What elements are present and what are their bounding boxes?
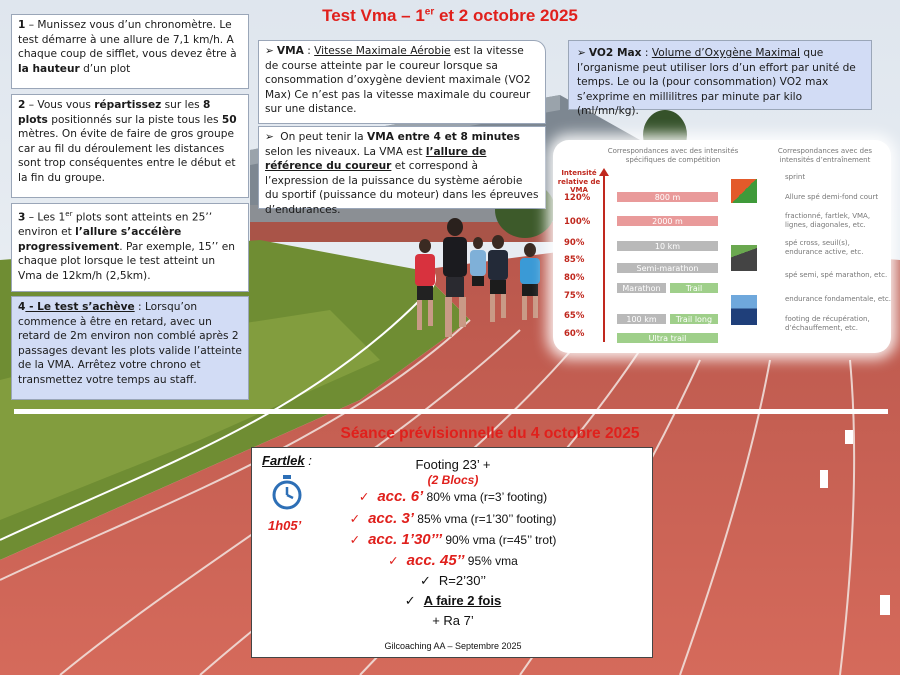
text-segment: ➢: [577, 47, 586, 59]
text-segment: et correspond à l’expression de la puissance du système aérobie du sportif (puissance du moteur) dans les épreuves d’endurances.: [265, 160, 539, 216]
race-bar-semi-marathon: Semi-marathon: [616, 262, 719, 274]
race-bar-10km: 10 km: [616, 240, 719, 252]
step-number: 2: [18, 99, 26, 111]
text-segment: d’un plot: [79, 62, 131, 75]
ra-line: + Ra 7’: [432, 613, 474, 628]
race-bar-ultra-trail: Ultra trail: [616, 332, 719, 344]
percent-label: 100%: [564, 217, 591, 227]
training-label: endurance fondamentale, etc.: [785, 295, 891, 303]
check-icon: ✓: [349, 512, 361, 526]
interval-row: [252, 488, 654, 505]
text-segment: acc. 6’: [377, 488, 424, 505]
step-number: 4: [18, 301, 26, 313]
blocs-line: (2 Blocs): [427, 473, 479, 487]
section-divider: [14, 409, 888, 414]
step-number: 3: [18, 211, 26, 224]
text-segment: et 2 octobre 2025: [434, 6, 578, 25]
text-segment: : Lorsqu’on commence à être en retard, avec un retard de 2m environ non comblé après 2 passages devant les plots valide l’atteinte de la VMA. Arrêtez votre chrono et transmettez votre temps au staff.: [18, 301, 242, 386]
interval-row: [252, 552, 654, 569]
vo2max-definition-box: [568, 40, 872, 118]
text-segment: 80% vma (r=3’ footing): [423, 490, 548, 504]
trail-pictogram-icon: [731, 295, 757, 325]
text-segment: ➢: [265, 131, 274, 143]
text-segment: selon les niveaux. La VMA est: [265, 145, 426, 158]
interval-row: [252, 531, 654, 548]
text-segment: acc. 45’’: [406, 552, 465, 569]
text-segment: er: [424, 6, 435, 18]
training-label: spé semi, spé marathon, etc.: [785, 271, 888, 279]
text-segment: plots sont atteints en 25’’ environ et: [18, 211, 213, 239]
text-segment: A faire 2 fois: [423, 593, 502, 608]
text-segment: R=2’30’’: [438, 573, 486, 588]
step-3-box: [11, 203, 249, 292]
step-1-box: [11, 14, 249, 89]
text-segment: - Le test s’achève: [25, 301, 135, 313]
text-segment: Fartlek: [262, 453, 305, 468]
percent-label: 60%: [564, 329, 585, 339]
repeat-line: [252, 593, 654, 609]
percent-label: 80%: [564, 273, 585, 283]
check-icon: ✓: [404, 593, 416, 608]
race-bar-800m: 800 m: [616, 191, 719, 203]
interval-row: [252, 510, 654, 527]
text-segment: :: [641, 47, 652, 59]
text-segment: acc. 1’30’’’: [368, 531, 443, 548]
text-segment: VMA entre 4 et 8 minutes: [367, 131, 520, 143]
text-segment: Vitesse Maximale Aérobie: [314, 45, 451, 57]
text-segment: VMA: [276, 45, 304, 57]
training-label: Allure spé demi-fond court: [785, 193, 879, 201]
panel-header-left: Correspondances avec des intensités spécifiques de compétition: [607, 147, 739, 164]
race-bar-trail-long: Trail long: [669, 313, 719, 325]
race-bar-2000m: 2000 m: [616, 215, 719, 227]
text-segment: :: [303, 45, 315, 57]
session-title: Séance prévisionnelle du 4 octobre 2025: [340, 425, 640, 442]
text-segment: :: [304, 453, 312, 468]
panel-header-right: Correspondances avec des intensités d’entraînement: [777, 147, 873, 164]
text-segment: 95% vma: [464, 554, 518, 568]
check-icon: ✓: [358, 490, 370, 504]
page-title: [300, 6, 600, 26]
axis-label: Intensité relative de VMA: [557, 169, 601, 194]
text-segment: positionnés sur la piste tous les: [47, 113, 222, 126]
step-2-box: [11, 94, 249, 198]
axis-arrow-head: [599, 168, 609, 176]
percent-label: 75%: [564, 291, 585, 301]
check-icon: ✓: [419, 573, 431, 588]
text-segment: 90% vma (r=45’’ trot): [442, 533, 557, 547]
text-segment: 85% vma (r=1’30’’ footing): [413, 512, 557, 526]
text-segment: l’allure de référence du coureur: [265, 145, 487, 173]
text-segment: Test Vma – 1: [322, 6, 425, 25]
intensity-correspondence-panel: [553, 140, 891, 353]
training-label: fractionné, fartlek, VMA, lignes, diagonales, etc.: [785, 212, 871, 229]
race-bar-100km: 100 km: [616, 313, 667, 325]
text-segment: – Munissez vous d’un chronomètre. Le test démarre à une allure de 7,1 km/h. A chaque coup de sifflet, vous devez être à: [18, 19, 237, 61]
percent-label: 90%: [564, 238, 585, 248]
text-segment: On peut tenir la: [276, 131, 368, 143]
text-segment: mètres. On évite de faire de gros groupe car au fil du déroulement les distances sont trop conséquentes entre le début et la fin du groupe.: [18, 128, 236, 184]
text-segment: est la vitesse de course atteinte par le coureur lorsque sa consommation d’oxygène devient maximale (VO2 Max) Ce n’est pas la vitesse maximale du coureur sur une distance.: [265, 45, 531, 116]
text-segment: Volume d’Oxygène Maximal: [651, 47, 800, 59]
credit-line: Gilcoaching AA – Septembre 2025: [384, 641, 522, 651]
race-bar-marathon: Marathon: [616, 282, 667, 294]
text-segment: er: [65, 210, 73, 218]
step-4-box: [11, 296, 249, 400]
training-label: footing de récupération, d’échauffement, etc.: [785, 315, 870, 332]
text-segment: l’allure s’accélère progressivement: [18, 226, 182, 253]
text-segment: que l’organisme peut utiliser lors d’un effort par unité de temps. Le ou la (pour consommation) VO2 max s’exprime en millilitres par minute par kilo (ml/mn/kg).: [577, 47, 856, 118]
step-number: 1: [18, 19, 26, 31]
text-segment: . Par exemple, 15’’ en chaque plot lorsque le test atteint un Vma de 12km/h (2,5km).: [18, 240, 235, 282]
text-segment: acc. 3’: [368, 510, 414, 527]
text-segment: – Les 1: [25, 211, 66, 224]
footing-line: Footing 23’ +: [415, 457, 491, 472]
text-segment: VO2 Max: [588, 47, 642, 59]
text-segment: ➢: [265, 45, 274, 57]
session-box: [251, 447, 653, 658]
text-segment: la hauteur: [18, 62, 80, 75]
road-pictogram-icon: [731, 245, 757, 271]
percent-label: 120%: [564, 193, 591, 203]
text-segment: 50: [221, 113, 237, 126]
text-segment: sur les: [161, 99, 203, 111]
percent-label: 85%: [564, 255, 585, 265]
race-bar-trail: Trail: [669, 282, 719, 294]
training-label: sprint: [785, 173, 806, 181]
recovery-line: [252, 573, 654, 589]
text-segment: 8 plots: [18, 99, 211, 126]
check-icon: ✓: [388, 554, 399, 568]
track-pictogram-icon: [731, 179, 757, 203]
check-icon: ✓: [349, 533, 361, 547]
session-duration: 1h05’: [268, 518, 302, 533]
axis-arrow: [603, 174, 605, 342]
vma-duration-box: [258, 126, 546, 216]
training-label: spé cross, seuil(s), endurance active, etc.: [785, 239, 864, 256]
vma-definition-box: [258, 40, 546, 124]
text-segment: répartissez: [94, 99, 162, 111]
percent-label: 65%: [564, 311, 585, 321]
text-segment: – Vous vous: [25, 99, 95, 111]
